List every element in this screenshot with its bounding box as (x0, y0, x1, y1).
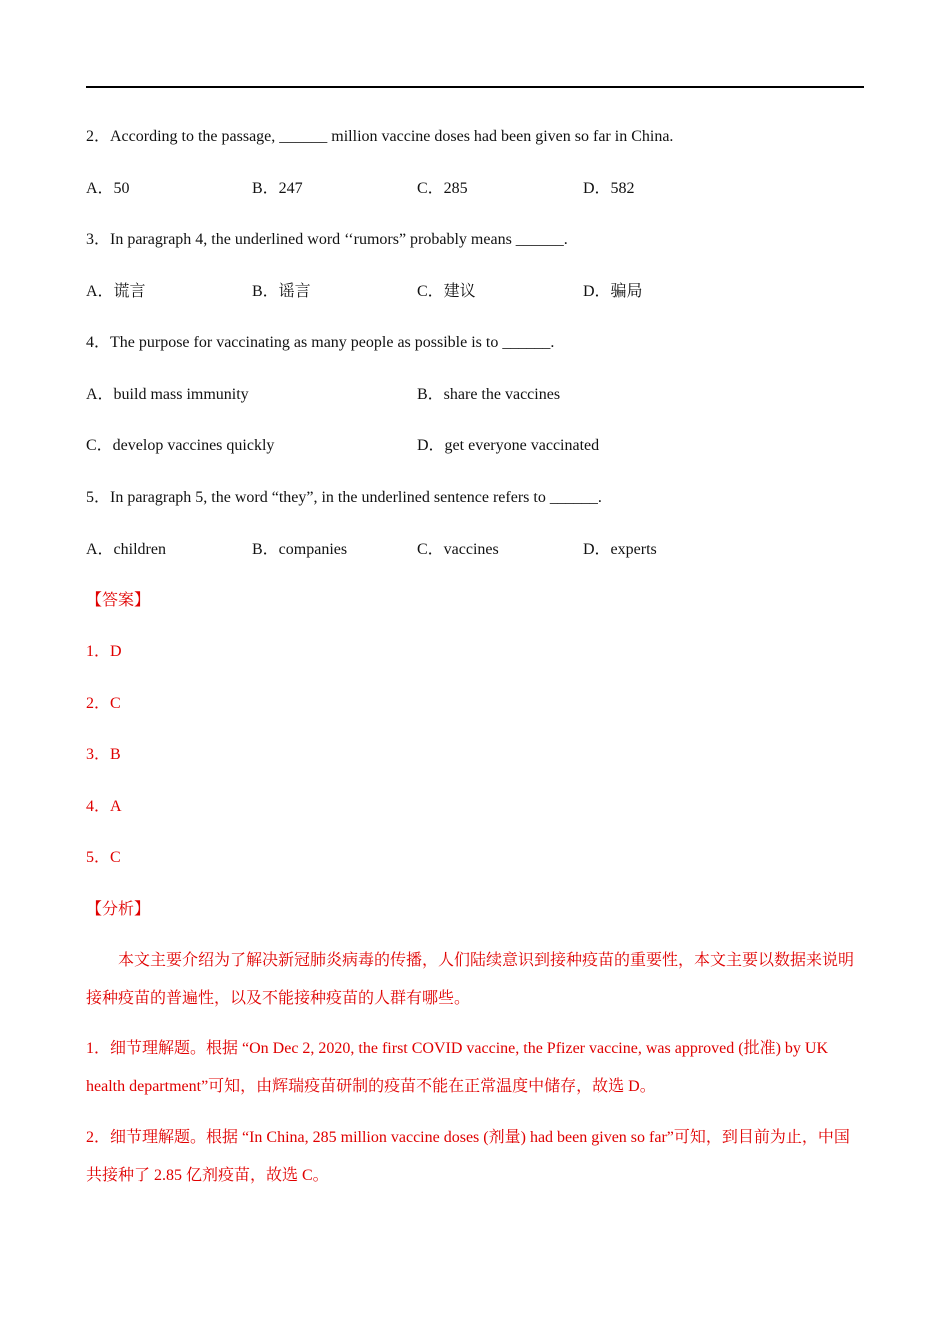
answer-item: 1．D (86, 643, 122, 660)
option-a: A．50 (86, 180, 130, 197)
question-2-options (86, 179, 864, 201)
analysis-heading: 【分析】 (86, 901, 151, 918)
option-d: D．582 (583, 180, 635, 197)
option-b: B．companies (252, 541, 348, 558)
option-b: B．247 (252, 180, 303, 197)
option-c: C．285 (417, 180, 468, 197)
option-a: A．谎言 (86, 283, 146, 300)
option-b: B．share the vaccines (417, 386, 561, 403)
analysis-item-1: 1．细节理解题。根据 “On Dec 2, 2020, the first COVID vaccine, the Pfizer vaccine, was approved (批准) by UK health department”可知，由辉瑞疫苗研制的疫苗不能在正常温度中储存，故选 D。 (86, 1040, 829, 1095)
option-c: C．vaccines (417, 541, 499, 558)
question-5-stem: 5．In paragraph 5, the word “they”, in the underlined sentence refers to ______. (86, 489, 602, 506)
answer-item: 4．A (86, 798, 122, 815)
option-a: A．children (86, 541, 166, 558)
option-c: C．建议 (417, 283, 476, 300)
option-a: A．build mass immunity (86, 386, 249, 403)
answer-item: 2．C (86, 695, 121, 712)
question-3-stem: 3．In paragraph 4, the underlined word ‘‘rumors” probably means ______. (86, 231, 568, 248)
question-3-options (86, 282, 864, 304)
option-b: B．谣言 (252, 283, 311, 300)
question-4-options-row2 (86, 436, 864, 458)
question-4-stem: 4．The purpose for vaccinating as many people as possible is to ______. (86, 334, 555, 351)
option-d: D．experts (583, 541, 657, 558)
option-d: D．get everyone vaccinated (417, 437, 600, 454)
analysis-intro: 本文主要介绍为了解决新冠肺炎病毒的传播，人们陆续意识到接种疫苗的重要性，本文主要以数据来说明接种疫苗的普遍性，以及不能接种疫苗的人群有哪些。 (86, 952, 855, 1007)
question-5-options (86, 540, 864, 562)
option-d: D．骗局 (583, 283, 643, 300)
question-2-stem: 2．According to the passage, ______ million vaccine doses had been given so far in China. (86, 128, 674, 145)
answer-item: 5．C (86, 849, 121, 866)
analysis-item-2: 2．细节理解题。根据 “In China, 285 million vaccine doses (剂量) had been given so far”可知，到目前为止，中国共接种了 2.85 亿剂疫苗，故选 C。 (86, 1129, 850, 1184)
option-c: C．develop vaccines quickly (86, 437, 275, 454)
answer-heading: 【答案】 (86, 592, 151, 609)
header-rule (86, 86, 864, 88)
question-4-options-row1 (86, 385, 864, 407)
answer-item: 3．B (86, 746, 121, 763)
